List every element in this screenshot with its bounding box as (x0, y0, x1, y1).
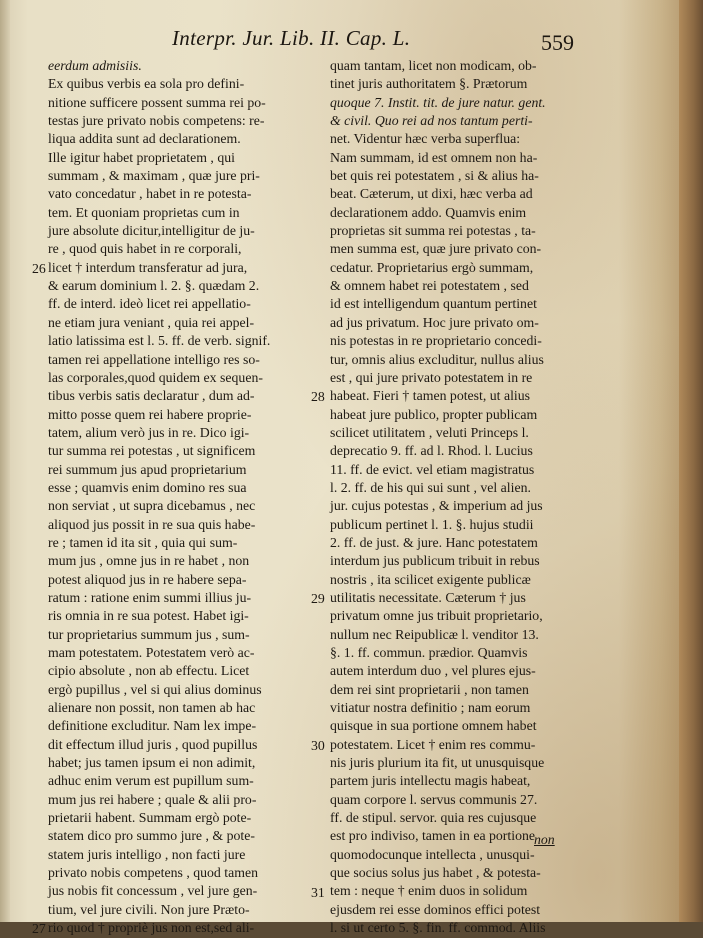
text-line: las corporales,quod quidem ex sequen- (48, 369, 263, 385)
text-line: habet; jus tamen ipsum ei non adimit, (48, 755, 256, 771)
text-line: testas jure privato nobis competens: re- (48, 113, 265, 129)
text-line: utilitatis necessitate. Cæterum † jus (330, 589, 526, 605)
text-line: potestatem. Licet † enim res commu- (330, 736, 536, 752)
text-line: tur, omnis alius excluditur, nullus alius (330, 351, 544, 367)
text-line: jus nobis fit concessum , vel jure gen- (48, 883, 258, 899)
text-line: Ex quibus verbis ea sola pro defini- (48, 76, 245, 92)
text-line: & civil. Quo rei ad nos tantum perti- (330, 113, 533, 129)
text-line: Nam summam, id est omnem non ha- (330, 149, 538, 165)
text-line: nostris , ita scilicet exigente publicæ (330, 571, 531, 587)
text-line: §. 1. ff. commun. prædior. Quamvis (330, 645, 528, 660)
page-edge-shadow (679, 0, 703, 922)
text-line: & omnem habet rei potestatem , sed (330, 278, 529, 294)
text-line: 11. ff. de evict. vel etiam magistratus (330, 461, 535, 477)
text-line: ejusdem rei esse dominos effici potest (330, 901, 541, 917)
text-line: non serviat , ut supra dicebamus , nec (48, 498, 256, 514)
text-line: quomodocunque intellecta , unusqui- (330, 846, 535, 862)
text-line: ff. de interd. ideò licet rei appellatio- (48, 296, 251, 312)
text-line: partem juris intellectu magis habeat, (330, 773, 531, 789)
margin-number: 28 (311, 389, 325, 405)
text-line: tem : neque † enim duos in solidum (330, 883, 528, 899)
text-line: privatum omne jus tribuit proprietario, (330, 608, 543, 624)
text-line: ff. de stipul. servor. quia res cujusque (330, 810, 537, 826)
text-line: ne etiam jura veniant , quia rei appel- (48, 314, 255, 330)
text-line: est pro indiviso, tamen in ea portione (330, 828, 535, 844)
text-line: 2. ff. de just. & jure. Hanc potestatem (330, 534, 538, 550)
text-line: tatem, alium verò jus in re. Dico igi- (48, 424, 250, 440)
text-line: vitiatur nostra definitio ; nam eorum (330, 700, 531, 716)
text-line: mitto posse quem rei habere proprie- (48, 406, 252, 422)
text-line: nitione sufficere possent summa rei po- (48, 94, 266, 110)
text-line: ratum : ratione enim summi illius ju- (48, 589, 252, 605)
text-line: l. 2. ff. de his qui sui sunt , vel alien. (330, 479, 531, 495)
text-line: nis potestas in re proprietario concedi- (330, 333, 542, 349)
margin-number: 29 (311, 591, 325, 607)
text-line: & earum dominium l. 2. §. quædam 2. (48, 278, 260, 294)
text-line: alienare non possit, non tamen ab hac (48, 700, 256, 716)
text-line: quam corpore l. servus communis 27. (330, 791, 538, 807)
text-line: interdum jus publicum tribuit in rebus (330, 553, 540, 569)
text-line: aliquod jus possit in re sua quis habe- (48, 516, 256, 532)
text-line: quam tantam, licet non modicam, ob- (330, 58, 537, 73)
text-line: quoque 7. Instit. tit. de jure natur. gent. (330, 94, 546, 110)
text-line: id est intelligendum quantum pertinet (330, 296, 537, 312)
text-line: mum jus rei habere ; quale & alii pro- (48, 791, 257, 807)
text-line: men summa est, quæ jure privato con- (330, 241, 542, 257)
text-line: quisque in sua portione omnem habet (330, 718, 537, 734)
text-line: dit effectum illud juris , quod pupillus (48, 736, 258, 752)
text-line: adhuc enim verum est pupillum sum- (48, 773, 254, 789)
text-line: prietarii habent. Summam ergò pote- (48, 810, 252, 826)
text-line: summam , & maximam , quæ jure pri- (48, 168, 260, 184)
text-line: dem rei sint proprietarii , non tamen (330, 681, 529, 697)
text-line: declarationem addo. Quamvis enim (330, 204, 527, 220)
text-line: tinet juris authoritatem §. Prætorum (330, 76, 528, 92)
text-line: licet † interdum transferatur ad jura, (48, 259, 248, 275)
text-line: privato nobis competens , quod tamen (48, 865, 258, 881)
text-line: rei summum jus apud proprietarium (48, 461, 247, 477)
text-line: beat. Cæterum, ut dixi, hæc verba ad (330, 186, 533, 202)
text-line: bet quis rei potestatem , si & alius ha- (330, 168, 539, 184)
text-line: cedatur. Proprietarius ergò summam, (330, 259, 534, 275)
text-line: l. si ut certo 5. §. fin. ff. commod. Aliis (330, 920, 546, 936)
text-line: eerdum admisiis. (48, 58, 142, 73)
text-line: mum jus , omne jus in re habet , non (48, 553, 250, 569)
text-line: nullum nec Reipublicæ l. venditor 13. (330, 626, 539, 642)
text-line: ad jus privatum. Hoc jure privato om- (330, 314, 539, 330)
text-line: tibus verbis satis declaratur , dum ad- (48, 388, 255, 404)
text-line: habeat jure publico, propter publicam (330, 406, 538, 422)
text-line: est , qui jure privato potestatem in re (330, 369, 533, 385)
margin-number: 27 (32, 921, 46, 937)
text-line: statem juris intelligo , non facti jure (48, 846, 246, 862)
margin-number: 31 (311, 884, 325, 900)
text-line: deprecatio 9. ff. ad l. Rhod. l. Lucius (330, 443, 533, 459)
text-line: tium, vel jure civili. Non jure Præto- (48, 901, 250, 917)
text-line: habeat. Fieri † tamen potest, ut alius (330, 388, 531, 404)
text-line: re , quod quis habet in re corporali, (48, 241, 242, 257)
text-line: ergò pupillus , vel si qui alius dominus (48, 681, 262, 697)
page-gutter (0, 0, 10, 922)
text-line: latio latissima est l. 5. ff. de verb. signif. (48, 333, 271, 349)
running-head: Interpr. Jur. Lib. II. Cap. L. (172, 26, 411, 50)
text-line: potest aliquod jus in re habere sepa- (48, 571, 247, 587)
text-line: scilicet utilitatem , veluti Princeps l. (330, 424, 529, 440)
catchword: non (534, 832, 555, 847)
text-line: jure absolute dicitur,intelligitur de ju- (48, 223, 255, 239)
text-line: esse ; quamvis enim domino res sua (48, 479, 247, 495)
text-line: rio quod † propriè jus non est,sed ali- (48, 920, 255, 936)
text-line: cipio absolute , non ab effectu. Licet (48, 663, 250, 679)
text-line: re ; tamen id ita sit , quia qui sum- (48, 534, 238, 550)
text-line: mam potestatem. Potestatem verò ac- (48, 645, 255, 660)
margin-number: 30 (311, 737, 325, 753)
text-line: tur summa rei potestas , ut significem (48, 443, 256, 459)
right-text-column (330, 57, 592, 938)
text-line: ris omnia in re sua potest. Habet igi- (48, 608, 249, 624)
text-line: tamen rei appellatione intelligo res so- (48, 351, 260, 367)
text-line: tur proprietarius summum jus , sum- (48, 626, 250, 642)
left-text-column (48, 57, 303, 938)
text-line: liqua addita sunt ad declarationem. (48, 131, 241, 147)
page-header (0, 22, 703, 62)
text-line: nis juris plurium ita fit, ut unusquisque (330, 755, 545, 771)
text-line: net. Videntur hæc verba superflua: (330, 131, 521, 147)
text-line: tem. Et quoniam proprietas cum in (48, 204, 240, 220)
text-line: jur. cujus potestas , & imperium ad jus (330, 498, 543, 514)
text-line: Ille igitur habet proprietatem , qui (48, 149, 235, 165)
text-line: publicum pertinet l. 1. §. hujus studii (330, 516, 534, 532)
text-line: que socius solus jus habet , & potesta- (330, 865, 541, 881)
page-number: 559 (541, 30, 574, 55)
text-line: proprietas sit summa rei potestas , ta- (330, 223, 536, 239)
margin-number: 26 (32, 260, 46, 276)
text-line: autem interdum duo , vel plures ejus- (330, 663, 536, 679)
text-line: definitione excluditur. Nam lex impe- (48, 718, 257, 734)
text-line: statem dico pro summo jure , & pote- (48, 828, 255, 844)
text-line: vato concedatur , habet in re potesta- (48, 186, 252, 202)
